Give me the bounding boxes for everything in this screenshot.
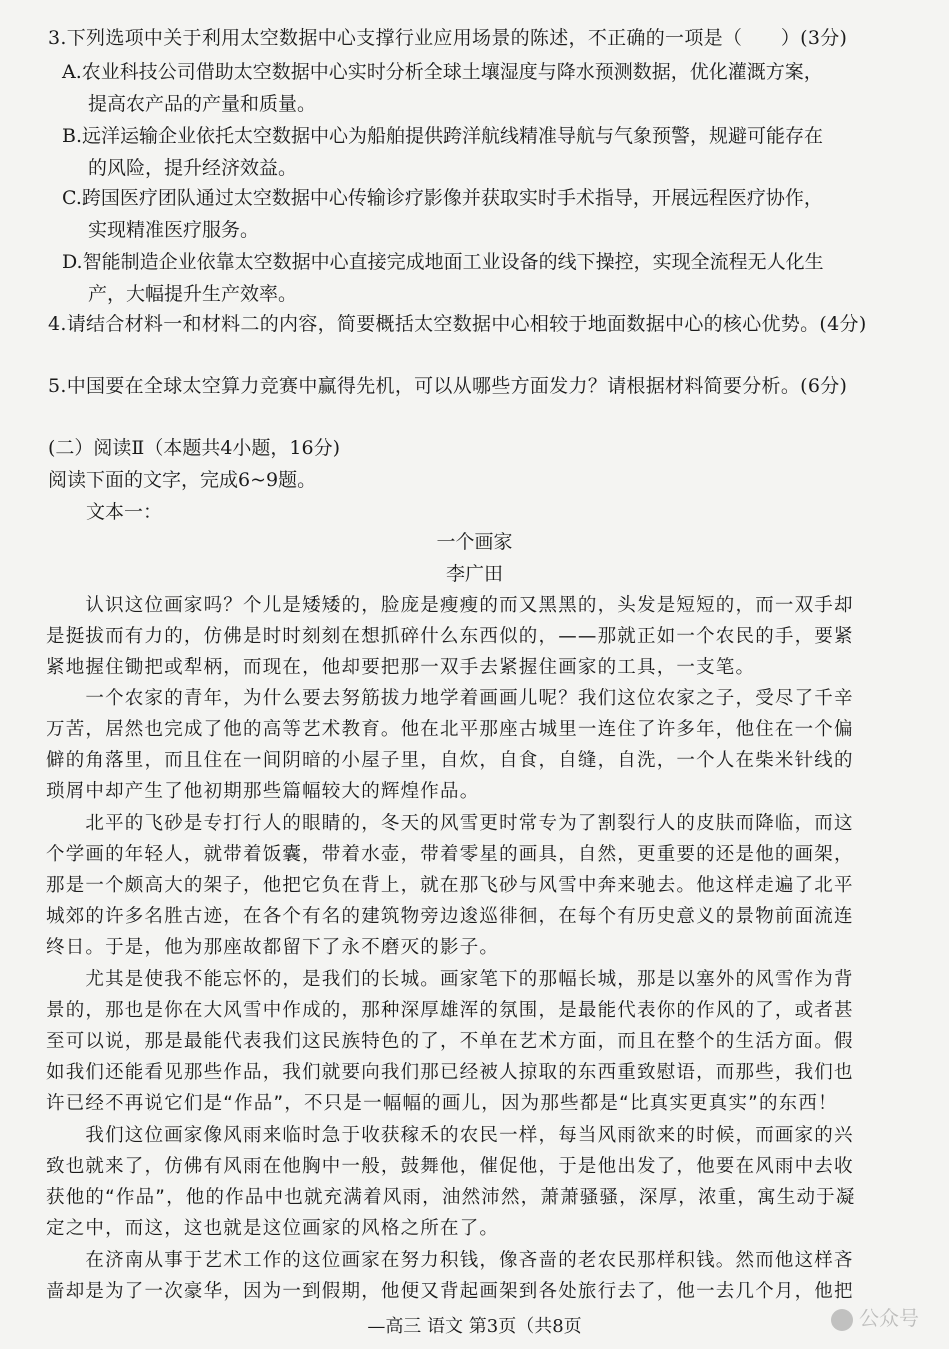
option-c-line1: C.跨国医疗团队通过太空数据中心传输诊疗影像并获取实时手术指导，开展远程医疗协作， — [62, 187, 823, 209]
article-line: 如我们还能看见那些作品，我们就要向我们那已经被人掠取的东西重致慰语，而那些，我们也 — [46, 1062, 854, 1083]
article-line: 终日。于是，他为那座故都留下了永不磨灭的影子。 — [46, 937, 500, 958]
article-line: 定之中，而这，这也就是这位画家的风格之所在了。 — [46, 1218, 500, 1239]
article-line: 景的，那也是你在大风雪中作成的，那种深厚雄浑的氛围，是最能代表你的作风的了，或者甚 — [46, 1000, 854, 1021]
article-line: 许已经不再说它们是“作品”，不只是一幅幅的画儿，因为那些都是“比真实更真实”的东西！ — [46, 1093, 838, 1114]
article-line: 在济南从事于艺术工作的这位画家在努力积钱，像吝啬的老农民那样积钱。然而他这样吝 — [46, 1250, 854, 1271]
article-line: 是挺拔而有力的，仿佛是时时刻刻在想抓碎什么东西似的，——那就正如一个农民的手，要紧 — [46, 626, 854, 647]
article-line: 紧地握住锄把或犁柄，而现在，他却要把那一双手去紧握住画家的工具，一支笔。 — [46, 657, 756, 678]
section-instruction: 阅读下面的文字，完成6~9题。 — [48, 469, 317, 491]
option-a-line2: 提高农产品的产量和质量。 — [88, 93, 317, 115]
article-line: 城郊的许多名胜古迹，在各个有名的建筑物旁边逡巡徘徊，在每个有历史意义的景物前面流连 — [46, 906, 854, 927]
question-4: 4.请结合材料一和材料二的内容，简要概括太空数据中心相较于地面数据中心的核心优势。(4分) — [48, 313, 867, 335]
option-b-line1: B.远洋运输企业依托太空数据中心为船舶提供跨洋航线精准导航与气象预警，规避可能存在 — [62, 125, 824, 147]
article-line: 获他的“作品”，他的作品中也就充满着风雨，油然沛然，萧萧骚骚，深厚，浓重，寓生动于凝 — [46, 1187, 856, 1208]
article-line: 一个农家的青年，为什么要去努筋拔力地学着画画儿呢？我们这位农家之子，受尽了千辛 — [46, 688, 854, 709]
article-line: 尤其是使我不能忘怀的，是我们的长城。画家笔下的那幅长城，那是以塞外的风雪作为背 — [46, 969, 854, 990]
page-footer: —高三 语文 第3页（共8页 — [367, 1316, 582, 1337]
article-line: 僻的角落里，而且住在一间阴暗的小屋子里，自炊，自食，自缝，自洗，一个人在柴米针线的 — [46, 750, 854, 771]
watermark — [831, 1302, 919, 1331]
watermark-text: 公众号 — [859, 1306, 919, 1330]
article-line: 我们这位画家像风雨来临时急于收获稼禾的农民一样，每当风雨欲来的时候，而画家的兴 — [46, 1125, 854, 1146]
article-line: 琐屑中却产生了他初期那些篇幅较大的辉煌作品。 — [46, 781, 480, 802]
question-3-stem: 3.下列选项中关于利用太空数据中心支撑行业应用场景的陈述，不正确的一项是（ ）(3分) — [48, 27, 848, 49]
option-a-line1: A.农业科技公司借助太空数据中心实时分析全球土壤湿度与降水预测数据，优化灌溉方案， — [62, 61, 823, 83]
option-b-line2: 的风险，提升经济效益。 — [88, 157, 298, 179]
article-line: 那是一个颇高大的架子，他把它负在背上，就在那飞砂与风雪中奔来驰去。他这样走遍了北平 — [46, 875, 854, 896]
article-title: 一个画家 — [436, 531, 513, 553]
text-label: 文本一： — [86, 501, 163, 523]
article-line: 至可以说，那是最能代表我们这民族特色的了，不单在艺术方面，而且在整个的生活方面。假 — [46, 1031, 854, 1052]
wechat-icon — [831, 1309, 853, 1331]
option-d-line1: D.智能制造企业依靠太空数据中心直接完成地面工业设备的线下操控，实现全流程无人化生 — [62, 251, 824, 273]
article-line: 万苦，居然也完成了他的高等艺术教育。他在北平那座古城里一连住了许多年，他住在一个偏 — [46, 719, 854, 740]
option-d-line2: 产，大幅提升生产效率。 — [88, 283, 298, 305]
option-c-line2: 实现精准医疗服务。 — [88, 219, 260, 241]
article-line: 北平的飞砂是专打行人的眼睛的，冬天的风雪更时常专为了割裂行人的皮肤而降临，而这 — [46, 813, 854, 834]
article-author: 李广田 — [445, 563, 503, 585]
section-heading: (二）阅读Ⅱ（本题共4小题，16分) — [48, 437, 341, 459]
question-5: 5.中国要在全球太空算力竞赛中赢得先机，可以从哪些方面发力？请根据材料简要分析。(6分) — [48, 375, 848, 397]
article-line: 认识这位画家吗？个儿是矮矮的，脸庞是瘦瘦的而又黑黑的，头发是短短的，而一双手却 — [46, 595, 854, 616]
article-line: 啬却是为了一次豪华，因为一到假期，他便又背起画架到各处旅行去了，他一去几个月，他把 — [46, 1281, 854, 1302]
article-line: 个学画的年轻人，就带着饭囊，带着水壶，带着零星的画具，自然，更重要的还是他的画架， — [46, 844, 854, 865]
article-line: 致也就来了，仿佛有风雨在他胸中一般，鼓舞他，催促他，于是他出发了，他要在风雨中去收 — [46, 1156, 854, 1177]
